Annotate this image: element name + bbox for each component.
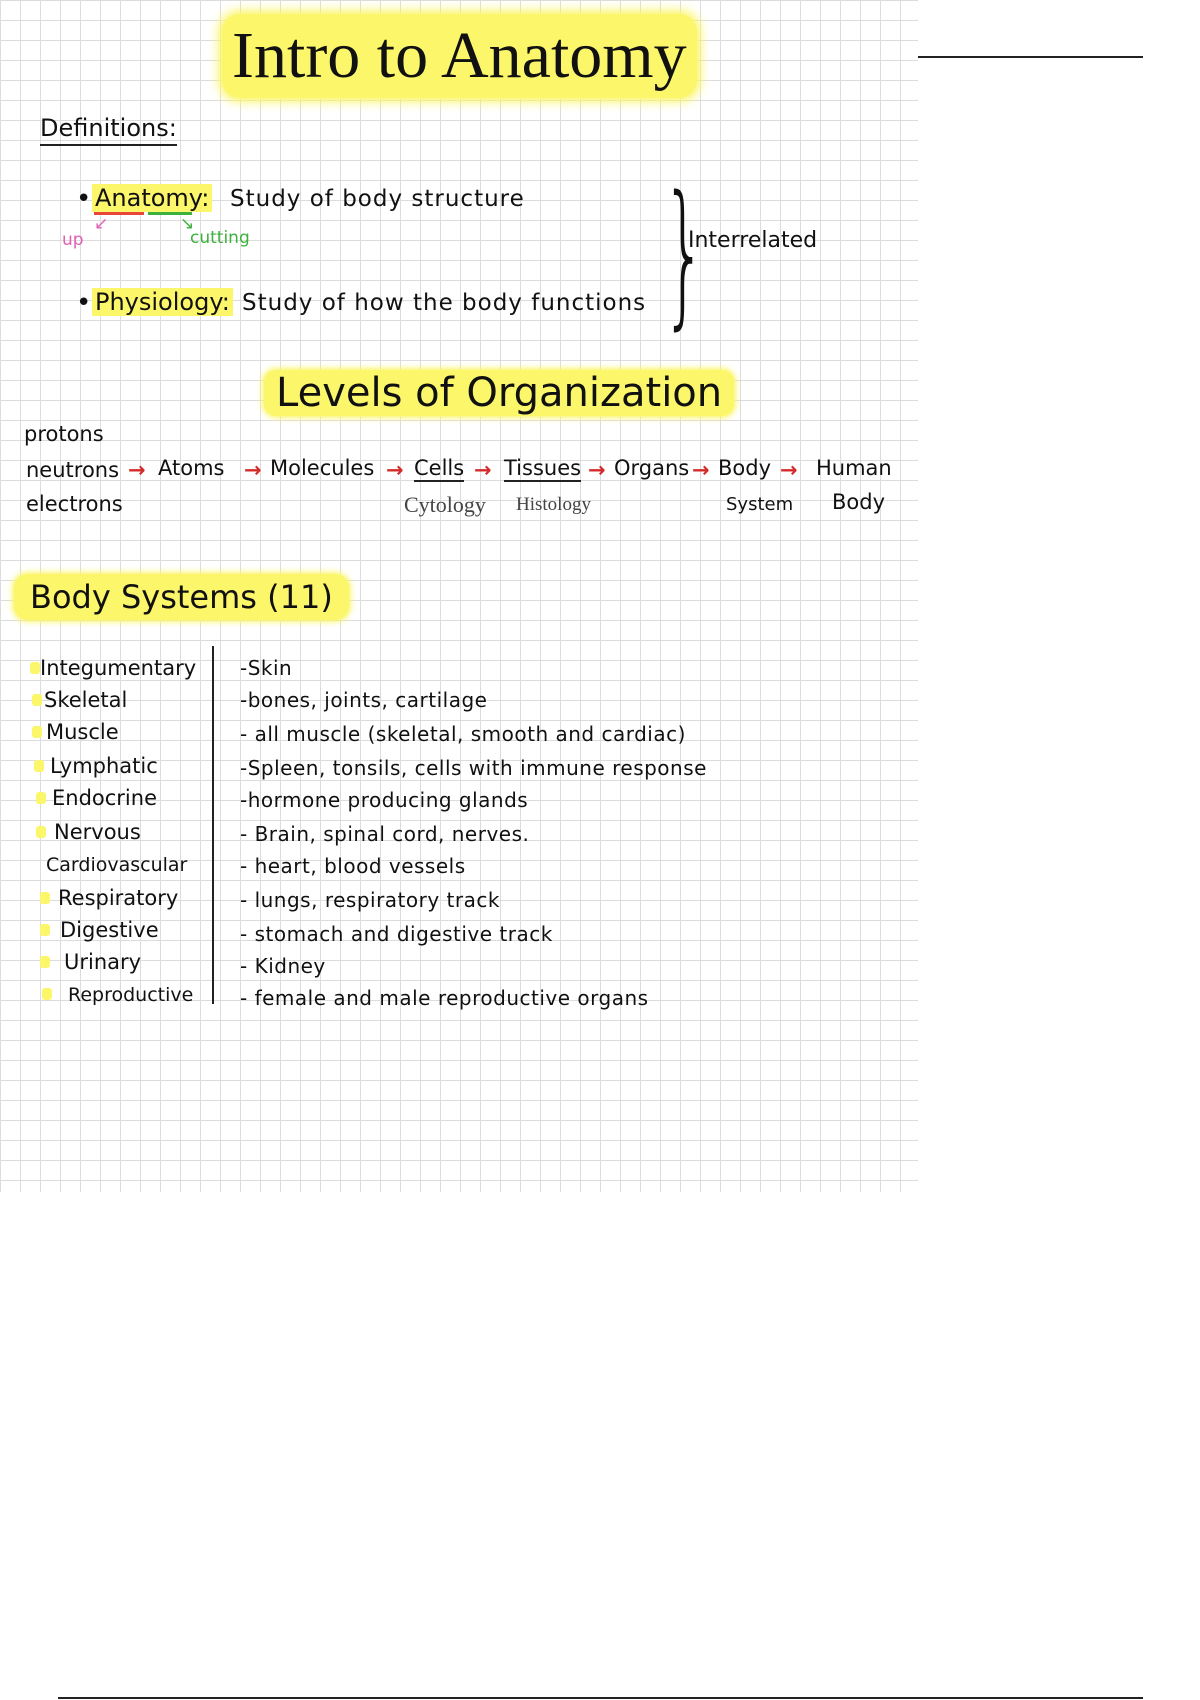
levels-heading: Levels of Organization — [264, 370, 734, 416]
column-divider — [212, 646, 214, 1004]
arrow-cutting-icon: ↘ — [180, 214, 195, 234]
highlight-dot — [34, 760, 44, 772]
system-desc: - lungs, respiratory track — [240, 888, 500, 912]
arrow-up-icon: ↙ — [94, 214, 109, 234]
system-name: Lymphatic — [50, 754, 158, 778]
highlight-dot — [36, 826, 46, 838]
arrow-icon: → — [692, 458, 710, 482]
system-desc: -hormone producing glands — [240, 788, 529, 812]
highlight-dot — [36, 792, 46, 804]
system-name: Digestive — [60, 918, 159, 942]
label-neutrons: neutrons — [26, 458, 120, 482]
arrow-icon: → — [386, 458, 404, 482]
system-desc: -Spleen, tonsils, cells with immune response — [240, 756, 707, 780]
highlight-dot — [40, 956, 50, 968]
highlight-dot — [32, 726, 42, 738]
arrow-icon: → — [588, 458, 606, 482]
system-desc: -Skin — [240, 656, 293, 680]
system-name: Nervous — [54, 820, 141, 844]
level-organs: Organs — [614, 456, 690, 480]
level-human: Human — [816, 456, 892, 480]
system-desc: -bones, joints, cartilage — [240, 688, 488, 712]
highlight-dot — [42, 988, 52, 1000]
arrow-icon: → — [128, 458, 146, 482]
definition-anatomy: Study of body structure — [230, 186, 525, 212]
system-desc: - Kidney — [240, 954, 326, 978]
arrow-icon: → — [780, 458, 798, 482]
level-body: Body — [718, 456, 772, 480]
top-rule — [918, 56, 1143, 58]
note-cutting: cutting — [190, 228, 250, 248]
system-name: Reproductive — [68, 984, 194, 1006]
level-cells: Cells — [414, 456, 465, 480]
page-title: Intro to Anatomy — [222, 14, 697, 98]
system-name: Cardiovascular — [46, 854, 188, 876]
level-molecules: Molecules — [270, 456, 375, 480]
arrow-icon: → — [474, 458, 492, 482]
level-tissues: Tissues — [504, 456, 582, 480]
system-name: Skeletal — [44, 688, 128, 712]
system-name: Endocrine — [52, 786, 157, 810]
system-desc: - Brain, spinal cord, nerves. — [240, 822, 530, 846]
highlight-dot — [40, 924, 50, 936]
bullet-physiology: • — [76, 288, 92, 318]
highlight-dot — [30, 662, 40, 674]
level-atoms: Atoms — [158, 456, 225, 480]
system-desc: - female and male reproductive organs — [240, 986, 649, 1010]
system-name: Integumentary — [40, 656, 197, 680]
system-name: Respiratory — [58, 886, 179, 910]
note-cytology: Cytology — [404, 492, 486, 517]
interrelated-label: Interrelated — [688, 228, 818, 253]
note-histology: Histology — [516, 494, 591, 515]
definitions-heading: Definitions: — [40, 114, 177, 146]
interrelated-brace: } — [662, 162, 707, 344]
system-desc: - all muscle (skeletal, smooth and cardiac) — [240, 722, 686, 746]
definition-physiology: Study of how the body functions — [242, 290, 647, 316]
term-anatomy: Anatomy: — [92, 184, 212, 212]
label-electrons: electrons — [26, 492, 123, 516]
highlight-dot — [40, 892, 50, 904]
system-name: Urinary — [64, 950, 142, 974]
note-system: System — [726, 494, 794, 515]
note-up: up — [62, 230, 84, 250]
arrow-icon: → — [244, 458, 262, 482]
bullet-anatomy: • — [76, 184, 92, 214]
label-protons: protons — [24, 422, 104, 446]
term-physiology: Physiology: — [92, 288, 233, 316]
note-body: Body — [832, 490, 886, 514]
body-systems-heading: Body Systems (11) — [14, 574, 349, 620]
highlight-dot — [32, 694, 42, 706]
system-name: Muscle — [46, 720, 119, 744]
system-desc: - stomach and digestive track — [240, 922, 553, 946]
system-desc: - heart, blood vessels — [240, 854, 466, 878]
bottom-rule — [58, 1697, 1143, 1699]
